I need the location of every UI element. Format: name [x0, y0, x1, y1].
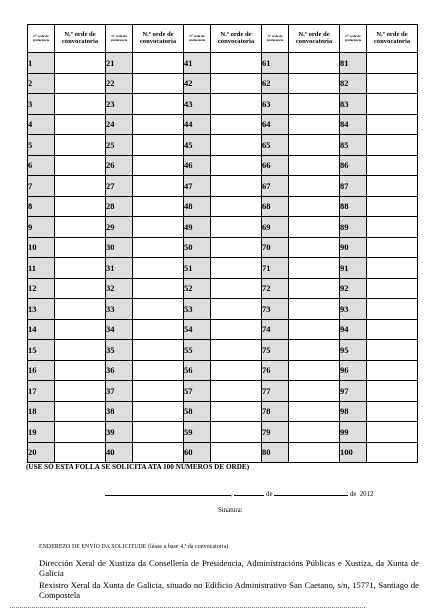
preference-number-cell: 86	[340, 155, 367, 176]
preference-number-cell: 12	[28, 278, 55, 299]
preference-number-cell: 81	[340, 53, 367, 74]
table-row	[28, 278, 418, 299]
preference-number-cell: 69	[262, 217, 289, 238]
address-heading: ENDEREZO DE ENVÍO DA SOLICITUDE (léase a base 4.ª da convocatoria)	[39, 544, 229, 550]
convocation-order-input-cell[interactable]	[289, 340, 340, 361]
preference-number-cell: 4	[28, 114, 55, 135]
preference-number-cell: 11	[28, 258, 55, 279]
preference-number-cell: 67	[262, 176, 289, 197]
preference-number-cell: 46	[184, 155, 211, 176]
convocation-order-input-cell[interactable]	[55, 114, 106, 135]
convocation-order-input-cell[interactable]	[211, 176, 262, 197]
convocation-order-input-cell[interactable]	[211, 94, 262, 115]
preference-number-cell: 77	[262, 381, 289, 402]
convocation-order-input-cell[interactable]	[289, 94, 340, 115]
preference-number-cell: 42	[184, 73, 211, 94]
preference-number-cell: 78	[262, 401, 289, 422]
convocation-order-input-cell[interactable]	[133, 53, 184, 74]
preference-number-cell: 53	[184, 299, 211, 320]
usage-note: (USE SÓ ESTA FOLLA SE SOLICITA ATA 100 NÚMEROS DE ORDE)	[26, 463, 250, 471]
preference-number-cell: 43	[184, 94, 211, 115]
header-convocation-4: N.º orde de convocatoria	[289, 25, 340, 53]
convocation-order-input-cell[interactable]	[211, 135, 262, 156]
preference-number-cell: 40	[106, 442, 133, 463]
convocation-order-input-cell[interactable]	[55, 299, 106, 320]
convocation-order-input-cell[interactable]	[211, 114, 262, 135]
convocation-order-input-cell[interactable]	[55, 196, 106, 217]
preference-number-cell: 90	[340, 237, 367, 258]
preference-number-cell: 89	[340, 217, 367, 238]
preference-number-cell: 66	[262, 155, 289, 176]
address-line-1: Dirección Xeral de Xustiza da Consellería de Presidencia, Administracións Públicas e Xustiza, da Xunta de Galicia	[39, 558, 419, 579]
convocation-order-input-cell[interactable]	[133, 258, 184, 279]
preference-number-cell: 76	[262, 360, 289, 381]
preference-number-cell: 56	[184, 360, 211, 381]
preference-number-cell: 28	[106, 196, 133, 217]
preference-number-cell: 60	[184, 442, 211, 463]
convocation-order-input-cell[interactable]	[367, 53, 418, 74]
convocation-order-input-cell[interactable]	[55, 53, 106, 74]
preference-number-cell: 97	[340, 381, 367, 402]
convocation-order-input-cell[interactable]	[133, 422, 184, 443]
table-row	[28, 155, 418, 176]
convocation-order-input-cell[interactable]	[289, 360, 340, 381]
convocation-order-input-cell[interactable]	[133, 340, 184, 361]
convocation-order-input-cell[interactable]	[289, 299, 340, 320]
preference-number-cell: 7	[28, 176, 55, 197]
preference-number-cell: 73	[262, 299, 289, 320]
preference-number-cell: 35	[106, 340, 133, 361]
convocation-order-input-cell[interactable]	[133, 217, 184, 238]
convocation-order-input-cell[interactable]	[133, 360, 184, 381]
preference-number-cell: 47	[184, 176, 211, 197]
preference-number-cell: 9	[28, 217, 55, 238]
preference-number-cell: 96	[340, 360, 367, 381]
convocation-order-input-cell[interactable]	[133, 114, 184, 135]
header-preference-1: Nº orde de preferencia	[28, 25, 55, 53]
preference-number-cell: 93	[340, 299, 367, 320]
convocation-order-input-cell[interactable]	[133, 94, 184, 115]
signature-label: Sinatura:	[218, 507, 243, 514]
convocation-order-input-cell[interactable]	[367, 155, 418, 176]
convocation-order-input-cell[interactable]	[289, 422, 340, 443]
preference-number-cell: 32	[106, 278, 133, 299]
preference-number-cell: 30	[106, 237, 133, 258]
convocation-order-input-cell[interactable]	[211, 360, 262, 381]
convocation-order-input-cell[interactable]	[55, 73, 106, 94]
place-field[interactable]	[105, 489, 231, 496]
preference-number-cell: 37	[106, 381, 133, 402]
preference-number-cell: 59	[184, 422, 211, 443]
convocation-order-input-cell[interactable]	[211, 237, 262, 258]
preference-number-cell: 48	[184, 196, 211, 217]
convocation-order-input-cell[interactable]	[289, 442, 340, 463]
convocation-order-input-cell[interactable]	[55, 360, 106, 381]
table-row	[28, 217, 418, 238]
convocation-order-input-cell[interactable]	[367, 135, 418, 156]
address-line-2: Rexistro Xeral da Xunta de Galicia, situado no Edificio Administrativo San Caetano, s/n, 15771, Santiago de Compostela	[39, 580, 419, 601]
table-row	[28, 196, 418, 217]
preference-number-cell: 84	[340, 114, 367, 135]
table-row	[28, 340, 418, 361]
table-row	[28, 299, 418, 320]
table-row	[28, 422, 418, 443]
convocation-order-input-cell[interactable]	[289, 196, 340, 217]
preference-number-cell: 10	[28, 237, 55, 258]
convocation-order-input-cell[interactable]	[133, 135, 184, 156]
preference-number-cell: 14	[28, 319, 55, 340]
date-year: 2012	[359, 491, 374, 498]
table-row	[28, 53, 418, 74]
preference-number-cell: 92	[340, 278, 367, 299]
convocation-order-input-cell[interactable]	[55, 319, 106, 340]
header-preference-3: Nº orde de preferencia	[184, 25, 211, 53]
preference-order-table	[27, 24, 418, 463]
preference-number-cell: 16	[28, 360, 55, 381]
convocation-order-input-cell[interactable]	[55, 381, 106, 402]
preference-number-cell: 22	[106, 73, 133, 94]
preference-number-cell: 18	[28, 401, 55, 422]
preference-number-cell: 13	[28, 299, 55, 320]
convocation-order-input-cell[interactable]	[55, 94, 106, 115]
convocation-order-input-cell[interactable]	[367, 114, 418, 135]
convocation-order-input-cell[interactable]	[367, 94, 418, 115]
preference-number-cell: 64	[262, 114, 289, 135]
preference-number-cell: 27	[106, 176, 133, 197]
convocation-order-input-cell[interactable]	[211, 401, 262, 422]
convocation-order-input-cell[interactable]	[55, 401, 106, 422]
preference-number-cell: 6	[28, 155, 55, 176]
header-convocation-2: N.º orde de convocatoria	[133, 25, 184, 53]
date-de-2: de	[349, 491, 357, 498]
convocation-order-input-cell[interactable]	[133, 442, 184, 463]
convocation-order-input-cell[interactable]	[211, 319, 262, 340]
preference-number-cell: 15	[28, 340, 55, 361]
convocation-order-input-cell[interactable]	[367, 381, 418, 402]
convocation-order-input-cell[interactable]	[55, 258, 106, 279]
preference-number-cell: 29	[106, 217, 133, 238]
date-line	[105, 489, 373, 498]
preference-number-cell: 23	[106, 94, 133, 115]
preference-number-cell: 24	[106, 114, 133, 135]
convocation-order-input-cell[interactable]	[289, 237, 340, 258]
preference-number-cell: 20	[28, 442, 55, 463]
convocation-order-input-cell[interactable]	[289, 114, 340, 135]
convocation-order-input-cell[interactable]	[55, 217, 106, 238]
preference-number-cell: 5	[28, 135, 55, 156]
preference-number-cell: 52	[184, 278, 211, 299]
preference-number-cell: 34	[106, 319, 133, 340]
preference-number-cell: 95	[340, 340, 367, 361]
table-row	[28, 176, 418, 197]
convocation-order-input-cell[interactable]	[289, 176, 340, 197]
preference-number-cell: 33	[106, 299, 133, 320]
convocation-order-input-cell[interactable]	[367, 401, 418, 422]
convocation-order-input-cell[interactable]	[55, 135, 106, 156]
convocation-order-input-cell[interactable]	[367, 340, 418, 361]
convocation-order-input-cell[interactable]	[289, 258, 340, 279]
preference-number-cell: 75	[262, 340, 289, 361]
table-row	[28, 401, 418, 422]
preference-number-cell: 68	[262, 196, 289, 217]
convocation-order-input-cell[interactable]	[133, 237, 184, 258]
convocation-order-input-cell[interactable]	[289, 381, 340, 402]
table-row	[28, 319, 418, 340]
preference-number-cell: 83	[340, 94, 367, 115]
preference-number-cell: 25	[106, 135, 133, 156]
preference-number-cell: 39	[106, 422, 133, 443]
convocation-order-input-cell[interactable]	[133, 381, 184, 402]
preference-number-cell: 45	[184, 135, 211, 156]
convocation-order-input-cell[interactable]	[55, 176, 106, 197]
preference-number-cell: 50	[184, 237, 211, 258]
table-row	[28, 258, 418, 279]
convocation-order-input-cell[interactable]	[289, 135, 340, 156]
preference-number-cell: 72	[262, 278, 289, 299]
convocation-order-input-cell[interactable]	[55, 278, 106, 299]
table-row	[28, 360, 418, 381]
preference-number-cell: 63	[262, 94, 289, 115]
preference-number-cell: 98	[340, 401, 367, 422]
preference-number-cell: 80	[262, 442, 289, 463]
convocation-order-input-cell[interactable]	[133, 401, 184, 422]
convocation-order-input-cell[interactable]	[211, 340, 262, 361]
preference-number-cell: 41	[184, 53, 211, 74]
preference-number-cell: 94	[340, 319, 367, 340]
header-convocation-3: N.º orde de convocatoria	[211, 25, 262, 53]
convocation-order-input-cell[interactable]	[211, 442, 262, 463]
convocation-order-input-cell[interactable]	[211, 53, 262, 74]
preference-number-cell: 31	[106, 258, 133, 279]
table-row	[28, 135, 418, 156]
preference-number-cell: 21	[106, 53, 133, 74]
preference-number-cell: 51	[184, 258, 211, 279]
convocation-order-input-cell[interactable]	[367, 196, 418, 217]
convocation-order-input-cell[interactable]	[55, 237, 106, 258]
convocation-order-input-cell[interactable]	[367, 319, 418, 340]
preference-number-cell: 19	[28, 422, 55, 443]
preference-number-cell: 55	[184, 340, 211, 361]
convocation-order-input-cell[interactable]	[55, 340, 106, 361]
convocation-order-input-cell[interactable]	[289, 319, 340, 340]
convocation-order-input-cell[interactable]	[289, 401, 340, 422]
dotted-rule	[10, 607, 365, 608]
preference-number-cell: 88	[340, 196, 367, 217]
preference-number-cell: 8	[28, 196, 55, 217]
preference-number-cell: 38	[106, 401, 133, 422]
convocation-order-input-cell[interactable]	[367, 442, 418, 463]
convocation-order-input-cell[interactable]	[55, 442, 106, 463]
convocation-order-input-cell[interactable]	[367, 299, 418, 320]
convocation-order-input-cell[interactable]	[289, 278, 340, 299]
header-convocation-5: N.º orde de convocatoria	[367, 25, 418, 53]
preference-number-cell: 54	[184, 319, 211, 340]
convocation-order-input-cell[interactable]	[133, 155, 184, 176]
convocation-order-input-cell[interactable]	[211, 381, 262, 402]
convocation-order-input-cell[interactable]	[211, 155, 262, 176]
convocation-order-input-cell[interactable]	[133, 299, 184, 320]
convocation-order-input-cell[interactable]	[289, 155, 340, 176]
preference-number-cell: 57	[184, 381, 211, 402]
preference-number-cell: 26	[106, 155, 133, 176]
table-row	[28, 114, 418, 135]
table-row	[28, 94, 418, 115]
convocation-order-input-cell[interactable]	[55, 155, 106, 176]
convocation-order-input-cell[interactable]	[133, 278, 184, 299]
convocation-order-input-cell[interactable]	[133, 73, 184, 94]
date-comma: ,	[231, 491, 233, 498]
convocation-order-input-cell[interactable]	[211, 278, 262, 299]
convocation-order-input-cell[interactable]	[289, 73, 340, 94]
preference-number-cell: 71	[262, 258, 289, 279]
table-header-row	[28, 25, 418, 53]
convocation-order-input-cell[interactable]	[133, 176, 184, 197]
preference-number-cell: 3	[28, 94, 55, 115]
preference-number-cell: 91	[340, 258, 367, 279]
convocation-order-input-cell[interactable]	[133, 196, 184, 217]
preference-number-cell: 87	[340, 176, 367, 197]
header-preference-4: Nº orde de preferencia	[262, 25, 289, 53]
table-row	[28, 237, 418, 258]
header-convocation-1: N.º orde de convocatoria	[55, 25, 106, 53]
preference-number-cell: 61	[262, 53, 289, 74]
preference-number-cell: 2	[28, 73, 55, 94]
table-row	[28, 73, 418, 94]
convocation-order-input-cell[interactable]	[367, 278, 418, 299]
month-field[interactable]	[274, 489, 348, 496]
preference-number-cell: 1	[28, 53, 55, 74]
convocation-order-input-cell[interactable]	[211, 73, 262, 94]
table-row	[28, 442, 418, 463]
convocation-order-input-cell[interactable]	[133, 319, 184, 340]
preference-number-cell: 70	[262, 237, 289, 258]
preference-number-cell: 62	[262, 73, 289, 94]
convocation-order-input-cell[interactable]	[367, 422, 418, 443]
preference-number-cell: 17	[28, 381, 55, 402]
convocation-order-input-cell[interactable]	[289, 53, 340, 74]
convocation-order-input-cell[interactable]	[367, 176, 418, 197]
header-preference-2: Nº orde de preferencia	[106, 25, 133, 53]
table-row	[28, 381, 418, 402]
preference-number-cell: 74	[262, 319, 289, 340]
preference-number-cell: 58	[184, 401, 211, 422]
convocation-order-input-cell[interactable]	[367, 258, 418, 279]
preference-number-cell: 79	[262, 422, 289, 443]
convocation-order-input-cell[interactable]	[211, 422, 262, 443]
convocation-order-input-cell[interactable]	[211, 258, 262, 279]
convocation-order-input-cell[interactable]	[289, 217, 340, 238]
convocation-order-input-cell[interactable]	[367, 360, 418, 381]
convocation-order-input-cell[interactable]	[211, 196, 262, 217]
convocation-order-input-cell[interactable]	[211, 299, 262, 320]
preference-number-cell: 44	[184, 114, 211, 135]
preference-number-cell: 36	[106, 360, 133, 381]
preference-number-cell: 85	[340, 135, 367, 156]
convocation-order-input-cell[interactable]	[367, 237, 418, 258]
preference-number-cell: 99	[340, 422, 367, 443]
preference-number-cell: 100	[340, 442, 367, 463]
date-de-1: de	[266, 491, 273, 498]
convocation-order-input-cell[interactable]	[211, 217, 262, 238]
convocation-order-input-cell[interactable]	[55, 422, 106, 443]
preference-number-cell: 82	[340, 73, 367, 94]
day-field[interactable]	[234, 489, 264, 496]
preference-number-cell: 65	[262, 135, 289, 156]
convocation-order-input-cell[interactable]	[367, 217, 418, 238]
header-preference-5: Nº orde de preferencia	[340, 25, 367, 53]
preference-number-cell: 49	[184, 217, 211, 238]
convocation-order-input-cell[interactable]	[367, 73, 418, 94]
